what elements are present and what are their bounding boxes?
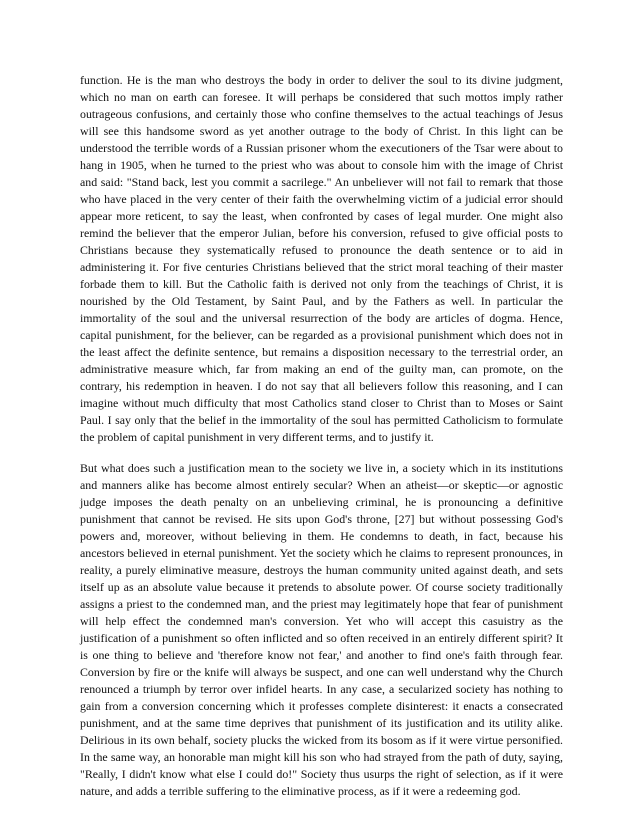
body-paragraph: function. He is the man who destroys the body in order to deliver the soul to its divine judgment, which no man on earth can foresee. It will perhaps be considered that such mottos imply rather outrageous confusions, and certainly those who confine themselves to the actual teachings of Jesus will see this handsome sword as yet another outrage to the body of Christ. In this light can be understood the terrible words of a Russian prisoner whom the executioners of the Tsar were about to hang in 1905, when he turned to the priest who was about to console him with the image of Christ and said: "Stand back, lest you commit a sacrilege." An unbeliever will not fail to remark that those who have placed in the very center of their faith the overwhelming victim of a judicial error should appear more reticent, to say the least, when confronted by cases of legal murder. One might also remind the believer that the emperor Julian, before his conversion, refused to give official posts to Christians because they systematically refused to pronounce the death sentence or to aid in administering it. For five centuries Christians believed that the strict moral teaching of their master forbade them to kill. But the Catholic faith is derived not only from the teachings of Christ, it is nourished by the Old Testament, by Saint Paul, and by the Fathers as well. In particular the immortality of the soul and the universal resurrection of the body are articles of dogma. Hence, capital punishment, for the believer, can be regarded as a provisional punishment which does not in the least affect the definite sentence, but remains a disposition necessary to the terrestrial order, an administrative measure which, far from making an end of the guilty man, can promote, on the contrary, his redemption in heaven. I do not say that all believers follow this reasoning, and I can imagine without much difficulty that most Catholics stand closer to Christ than to Moses or Saint Paul. I say only that the belief in the immortality of the soul has permitted Catholicism to formulate the problem of capital punishment in very different terms, and to justify it. (80, 73, 563, 444)
document-page (80, 72, 563, 800)
body-paragraph: But what does such a justification mean to the society we live in, a society which in its institutions and manners alike has become almost entirely secular? When an atheist—or skeptic—or agnostic judge imposes the death penalty on an unbelieving criminal, he is pronouncing a definitive punishment that cannot be revised. He sits upon God's throne, [27] but without possessing God's powers and, moreover, without believing in them. He condemns to death, in fact, because his ancestors believed in eternal punishment. Yet the society which he claims to represent pronounces, in reality, a purely eliminative measure, destroys the human community united against death, and sets itself up as an absolute value because it pretends to absolute power. Of course society traditionally assigns a priest to the condemned man, and the priest may legitimately hope that fear of punishment will help effect the condemned man's conversion. Yet who will accept this casuistry as the justification of a punishment so often inflicted and so often received in an entirely different spirit? It is one thing to believe and 'therefore know not fear,' and another to find one's faith through fear. Conversion by fire or the knife will always be suspect, and one can well understand why the Church renounced a triumph by terror over infidel hearts. In any case, a secularized society has nothing to gain from a conversion concerning which it professes complete disinterest: it enacts a consecrated punishment, and at the same time deprives that punishment of its justification and its utility alike. Delirious in its own behalf, society plucks the wicked from its bosom as if it were virtue personified. In the same way, an honorable man might kill his son who had strayed from the path of duty, saying, "Really, I didn't know what else I could do!" Society thus usurps the right of selection, as if it were nature, and adds a terrible suffering to the eliminative process, as if it were a redeeming god. (80, 461, 563, 798)
